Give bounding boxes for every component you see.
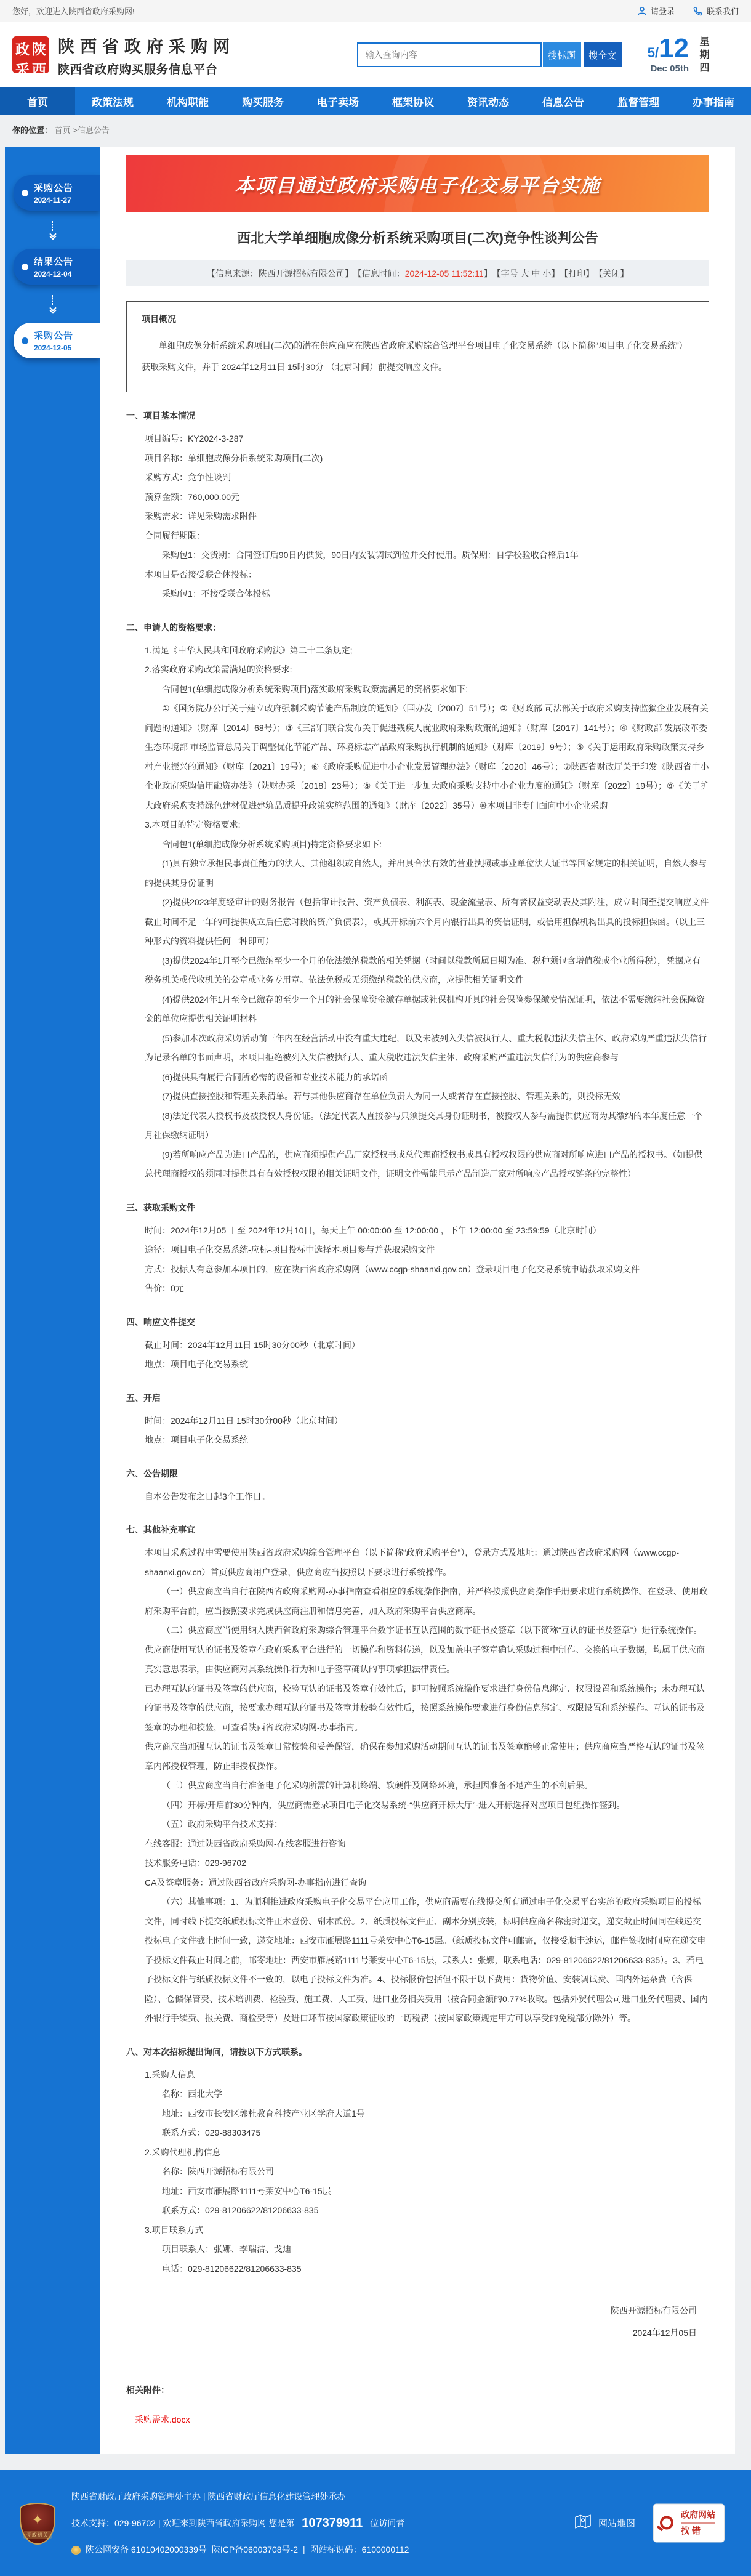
paragraph: 合同履行期限： (145, 530, 205, 541)
signature-block (126, 2299, 709, 2344)
overview-body: 单细胞成像分析系统采购项目(二次)的潜在供应商应在陕西省政府采购综合管理平台项目电子化交易系统（以下简称“项目电子化交易系统”）获取采购文件，并于 2024年12月11日 15时30分 （北京时间）前提交响应文件。 (142, 341, 688, 372)
search-fulltext-button[interactable]: 搜全文 (584, 42, 622, 67)
down-arrow-icon (5, 285, 100, 323)
paragraph: 1.采购人信息 (145, 2069, 195, 2080)
breadcrumb-separator: > (73, 126, 78, 135)
signature-company: 陕西开源招标有限公司 (611, 2306, 697, 2316)
nav-item[interactable]: 首页 (0, 87, 75, 115)
paragraph: 采购包1：交货期：合同签订后90日内供货，90日内安装调试到位并交付使用。质保期：自学校验收合格后1年 (162, 550, 579, 560)
paragraph: 名称：陕西开源招标有限公司 (162, 2166, 274, 2176)
nav-item[interactable]: 电子卖场 (317, 96, 359, 108)
paragraph: 时间：2024年12月05日 至 2024年12月10日，每天上午 00:00:00 至 12:00:00 ，下午 12:00:00 至 23:59:59（北京时间） (145, 1225, 601, 1235)
paragraph: (8)法定代表人授权书及被授权人身份证。（法定代表人直接参与只须提交其身份证明书，被授权人参与需提供供应商为其缴纳的本年度任意一个月社保缴纳证明） (145, 1110, 703, 1140)
info-time-label: 【信息时间： (353, 269, 405, 278)
paragraph: 本项目采购过程中需要使用陕西省政府采购综合管理平台（以下简称“政府采购平台”），登录方式及地址：通过陕西省政府采购网（www.ccgp-shaanxi.gov.cn）首页供应商用户登录，供应商应当按照以下要求进行系统操作。 (145, 1548, 680, 1577)
paragraph: 项目联系人：张娜、李瑞洁、戈迪 (162, 2244, 291, 2254)
timeline-item[interactable]: 采购公告 2024-11-27 (14, 175, 100, 211)
welcome-text: 您好，欢迎进入陕西省政府采购网! (12, 7, 135, 16)
visitor-count: 107379911 (302, 2516, 363, 2530)
close-button[interactable]: 【关闭】 (594, 269, 629, 278)
breadcrumb-home-link[interactable]: 首页 (54, 126, 71, 135)
date-english: Dec 05th (650, 63, 689, 74)
paragraph: 地址：西安市长安区郭杜教育科技产业区学府大道1号 (162, 2108, 365, 2118)
paragraph: 截止时间：2024年12月11日 15时30分00秒（北京时间） (145, 1339, 360, 1350)
nav-item[interactable]: 监督管理 (617, 96, 659, 108)
paragraph: CA及签章服务：通过陕西省政府采购网-办事指南进行查询 (145, 1877, 367, 1888)
section-heading: 七、其他补充事宜 (126, 1525, 195, 1535)
info-source: 【信息来源：陕西开源招标有限公司】 (206, 269, 353, 278)
section-heading: 一、项目基本情况 (126, 411, 195, 421)
paragraph: 3.项目联系方式 (145, 2224, 204, 2235)
paragraph: 项目编号：KY2024-3-287 (145, 434, 244, 443)
government-shield-badge-icon: ✦ 党政机关 (20, 2503, 55, 2545)
paragraph: (6)提供具有履行合同所必需的设备和专业技术能力的承诺函 (162, 1072, 388, 1082)
security-filing: 陕公网安备 61010402000339号 (86, 2545, 207, 2555)
overview-heading: 项目概况 (142, 314, 176, 324)
paragraph: 供应商应当加强互认的证书及签章日常校验和妥善保管，确保在参加采购活动期间互认的证书及签章能够正常使用；供应商应当严格互认的证书及签章内部授权管理，防止非授权操作。 (145, 1742, 705, 1771)
search-input[interactable] (357, 42, 542, 67)
paragraph: 本项目是否接受联合体投标： (145, 569, 257, 579)
paragraph: 地点：项目电子化交易系统 (145, 1359, 248, 1369)
site-code: 网站标识码：6100000112 (310, 2545, 409, 2555)
paragraph: 2.落实政府采购政策需满足的资格要求: (145, 664, 292, 674)
paragraph: 地址：西安市雁展路1111号莱安中心T6-15层 (162, 2186, 331, 2196)
nav-item[interactable]: 框架协议 (392, 96, 434, 108)
magnifier-icon (660, 2516, 673, 2530)
article-content (100, 147, 735, 2454)
banner-text: 本项目通过政府采购电子化交易平台实施 (235, 174, 601, 196)
paragraph: ①《国务院办公厅关于建立政府强制采购节能产品制度的通知》（国办发〔2007〕51号）；②《财政部 司法部关于政府采购支持监狱企业发展有关问题的通知》（财库〔2014〕68号）；③《三部门联合发布关于促进残疾人就业政府采购政策的通知》（财库〔2017〕141号）；④《财政部 发展改革委 生态环境部 市场监管总局关于调整优化节能产品、环境标志产品政府采购执行机制的通知》（财库〔2019〕9号）；⑤《关于运用政府采购政策支持乡村产业振兴的通知》（财库〔2021〕19号）；⑥《政府采购促进中小企业发展管理办法》（财库〔2020〕46号）；⑦陕西省财政厅关于印发《陕西省中小企业政府采购信用融资办法》（陕财办采〔2018〕23号）；⑧《关于进一步加大政府采购支持中小企业力度的通知》（财库〔2022〕19号）；⑨《关于扩大政府采购支持绿色建材促进建筑品质提升政策实施范围的通知》（财库〔2022〕35号）⑩本项目非专门面向中小企业采购 (145, 703, 709, 810)
paragraph: 合同包1(单细胞成像分析系统采购项目)落实政府采购政策需满足的资格要求如下: (162, 684, 468, 694)
user-icon (637, 6, 647, 16)
nav-item[interactable]: 购买服务 (242, 96, 284, 108)
nav-item[interactable]: 信息公告 (542, 96, 584, 108)
paragraph: （四）开标/开启前30分钟内，供应商需登录项目电子化交易系统-“供应商开标大厅”-进入开标选择对应项目包组操作签到。 (162, 1799, 625, 1810)
timeline-dot-icon (22, 264, 28, 270)
paragraph: 1.满足《中华人民共和国政府采购法》第二十二条规定; (145, 645, 353, 655)
paragraph: 途径：项目电子化交易系统-应标-项目投标中选择本项目参与并获取采购文件 (145, 1245, 435, 1254)
paragraph: （五）政府采购平台技术支持： (162, 1819, 283, 1829)
page-title: 西北大学单细胞成像分析系统采购项目(二次)竞争性谈判公告 (237, 230, 598, 246)
nav-item[interactable]: 办事指南 (693, 96, 734, 108)
police-badge-icon (71, 2546, 81, 2555)
eprocurement-banner (126, 155, 709, 212)
nav-item[interactable]: 资讯动态 (467, 96, 509, 108)
site-logo: 政 陕 采 西 (12, 36, 49, 73)
main-area (5, 147, 735, 2454)
paragraph: (7)提供直接控股和管理关系清单。若与其他供应商存在单位负责人为同一人或者存在直接控股、管理关系的，则投标无效 (162, 1091, 621, 1101)
paragraph: 地点：项目电子化交易系统 (145, 1435, 248, 1445)
nav-item[interactable]: 机构职能 (167, 96, 209, 108)
phone-icon (693, 6, 703, 16)
paragraph: 预算金额：760,000.00元 (145, 491, 240, 502)
footer-filing-line: 陕公网安备 61010402000339号 陕ICP备06003708号-2 | 网站标识码：6100000112 (71, 2539, 409, 2561)
date-widget (648, 35, 739, 75)
breadcrumb: 你的位置： 首页 >信息公告 (12, 126, 110, 135)
icp-filing: 陕ICP备06003708号-2 (211, 2545, 298, 2555)
timeline-dot-icon (22, 337, 28, 344)
paragraph: 合同包1(单细胞成像分析系统采购项目)特定资格要求如下: (162, 839, 382, 849)
paragraph: 技术服务电话：029-96702 (145, 1858, 246, 1868)
top-utility-bar (0, 0, 751, 22)
paragraph: 3.本项目的特定资格要求: (145, 820, 241, 830)
paragraph: (4)提供2024年1月至今已缴存的至少一个月的社会保障资金缴存单据或社保机构开具的社会保险参保缴费情况证明，依法不需要缴纳社会保障资金的单位应提供相关证明材料 (145, 994, 705, 1024)
breadcrumb-current-link[interactable]: 信息公告 (77, 126, 110, 135)
paragraph: （一）供应商应当自行在陕西省政府采购网-办事指南查看相应的系统操作指南，并严格按照供应商操作手册要求进行系统操作。在登录、使用政府采购平台前，应当按照要求完成供应商注册和信息完善，加入政府采购平台供应商库。 (145, 1586, 708, 1616)
article-meta-bar: 【信息来源：陕西开源招标有限公司】 【信息时间： 2024-12-05 11:52:11 】 【字号 大 中 小】 【打印】 【关闭】 (126, 260, 709, 286)
sitemap-link[interactable]: 网站地图 (574, 2513, 635, 2534)
paragraph: （二）供应商应当使用纳入陕西省政府采购综合管理平台数字证书互认范围的数字证书及签章（以下简称“互认的证书及签章”）进行系统操作。供应商使用互认的证书及签章在政府采购平台进行的一切操作和资料传递，以及加盖电子签章确认采购过程中制作、交换的电子数据，均属于供应商真实意思表示，由供应商对其系统操作行为和电子签章确认的事项承担法律责任。 (145, 1625, 705, 1674)
font-size-control[interactable]: 【字号 大 中 小】 (492, 269, 560, 278)
timeline-item[interactable]: 采购公告 2024-12-05 (14, 323, 100, 358)
info-time-value: 2024-12-05 11:52:11 (404, 269, 484, 278)
date-number: 5/12 (647, 33, 689, 63)
timeline-item[interactable]: 结果公告 2024-12-04 (14, 249, 100, 285)
paragraph: (1)具有独立承担民事责任能力的法人、其他组织或自然人，并出具合法有效的营业执照或事业单位法人证书等国家规定的相关证明，自然人参与的提供其身份证明 (145, 858, 707, 888)
paragraph: 在线客服：通过陕西省政府采购网-在线客服进行咨询 (145, 1838, 346, 1849)
login-button[interactable]: 请登录 (637, 5, 675, 17)
weekday-text: 星期四 (698, 36, 709, 75)
paragraph: 2.采购代理机构信息 (145, 2147, 221, 2157)
paragraph: （三）供应商应当自行准备电子化采购所需的计算机终端、软硬件及网络环境，承担因准备不足产生的不利后果。 (162, 1780, 593, 1790)
main-nav (0, 87, 751, 115)
paragraph: 采购需求：详见采购需求附件 (145, 511, 257, 521)
section-heading: 二、申请人的资格要求： (126, 622, 221, 632)
signature-date: 2024年12月05日 (632, 2328, 697, 2338)
paragraph: 电话：029-81206622/81206633-835 (162, 2263, 302, 2274)
paragraph: 方式：投标人有意参加本项目的，应在陕西省政府采购网（www.ccgp-shaanxi.gov.cn）登录项目电子化交易系统申请获取采购文件 (145, 1264, 640, 1274)
footer-organizer-line: 陕西省财政厅政府采购管理处主办 | 陕西省财政厅信息化建设管理处承办 (71, 2491, 346, 2501)
site-header (0, 22, 751, 87)
attachments-block (126, 2384, 709, 2426)
paragraph: 项目名称：单细胞成像分析系统采购项目(二次) (145, 453, 323, 463)
paragraph: （六）其他事项：1、为顺利推进政府采购电子化交易平台应用工作，供应商需要在线提交所有通过电子化交易平台实施的政府采购项目的投标文件，同时线下提交纸质投标文件正本壹份、副本贰份。2、纸质投标文件正、副本分别胶装，标明供应商名称密封递交，递交截止时间同在线递交投标电子文件截止时间一致，递交地址：西安市雁展路1111号莱安中心T6-15层。（纸质投标文件可邮寄，仅接受顺丰速运，邮件签收时间应在递交电子投标文件截止时间之前，邮寄地址：西安市雁展路1111号莱安中心T6-15层，联系人：张娜，联系电话：029-81206622/81206633-835）。3、若电子投标文件与纸质投标文件不一致的，以电子投标文件为准。4、投标报价包括但不限于以下费用：货物价值、安装调试费、国内外运杂费（含保险）、仓储保管费、技术培训费、检验费、施工费、人工费、进口业务相关费用（按合同金额的0.77%收取。包括外贸代理公司进口业务代理费、国内外银行手续费、报关费、商检费等）及进口环节按国家政策征收的一切税费（按国家政策规定甲方可以享受的免税部分除外）等。 (145, 1897, 708, 2023)
document-sections (126, 410, 709, 2279)
footer-visitor-line: 技术支持：029-96702 | 欢迎来到陕西省政府采购网 您是第 107379911 位访问者 (71, 2508, 409, 2539)
down-arrow-icon (5, 211, 100, 249)
section-heading: 八、对本次招标提出询问，请按以下方式联系。 (126, 2046, 307, 2057)
paragraph: 名称：西北大学 (162, 2089, 222, 2099)
timeline-dot-icon (22, 190, 28, 196)
attachment-file-link[interactable]: 采购需求.docx (135, 2414, 190, 2425)
site-footer (0, 2470, 751, 2576)
paragraph: 联系方式：029-81206622/81206633-835 (162, 2205, 319, 2215)
paragraph: (3)提供2024年1月至今已缴纳至少一个月的依法缴纳税款的相关凭据（时间以税款所属日期为准、税种须包含增值税或企业所得税），凭据应有税务机关或代收机关的公章或业务专用章。依法免税或无须缴纳税款的供应商，应提供相关证明文件 (145, 955, 701, 985)
map-icon (574, 2513, 592, 2534)
paragraph: 采购方式：竞争性谈判 (145, 472, 231, 482)
shield-label: 党政机关 (23, 2531, 52, 2539)
site-subtitle: 陕西省政府购买服务信息平台 (58, 63, 219, 76)
section-heading: 三、获取采购文件 (126, 1202, 195, 1213)
section-heading: 六、公告期限 (126, 1468, 178, 1479)
section-heading: 四、响应文件提交 (126, 1317, 195, 1327)
paragraph: 联系方式：029-88303475 (162, 2128, 261, 2138)
announcement-timeline-sidebar (5, 147, 100, 2454)
paragraph: 时间：2024年12月11日 15时30分00秒（北京时间） (145, 1415, 343, 1426)
paragraph: (2)提供2023年度经审计的财务报告（包括审计报告、资产负债表、利润表、现金流量表、所有者权益变动表及其附注，成立时间至提交响应文件截止时间不足一年的可提供成立后任意时段的资产负债表），或其开标前六个月内银行出具的资信证明，或信用担保机构出具的投标担保函。（以上三种形式的资料提供任何一种即可） (145, 897, 709, 946)
paragraph: 已办理互认的证书及签章的供应商，校验互认的证书及签章有效性后，即可按照系统操作要求进行身份信息绑定、权限设置和系统操作；未办理互认的证书及签章的供应商，按要求办理互认的证书及签章并校验有效性后，按照系统操作要求进行身份信息绑定、权限设置和系统操作。互认的证书及签章的办理和校验，可查看陕西省政府采购网-办事指南。 (145, 1683, 705, 1732)
site-title: 陕西省政府采购网 (58, 37, 235, 56)
nav-item[interactable]: 政策法规 (92, 96, 134, 108)
search-title-button[interactable]: 搜标题 (543, 42, 581, 67)
project-overview-box (126, 301, 709, 392)
paragraph: 自本公告发布之日起3个工作日。 (145, 1491, 270, 1501)
section-heading: 五、开启 (126, 1392, 161, 1403)
attachments-label: 相关附件： (126, 2384, 169, 2395)
paragraph: 售价：0元 (145, 1283, 184, 1293)
find-error-badge[interactable]: 政府网站 找错 (654, 2504, 724, 2542)
search-bar (357, 42, 622, 67)
print-button[interactable]: 【打印】 (560, 269, 595, 278)
paragraph: (9)若所响应产品为进口产品的，供应商须提供产品厂家授权书或总代理商授权书或具有授权权限的供应商对所响应进口产品的授权书。（如提供总代理商授权的须同时提供具有有效授权权限的相关证明文件，证明文件需能显示产品制造厂家对所响应产品授权链条的完整性） (145, 1149, 703, 1179)
paragraph: (5)参加本次政府采购活动前三年内在经营活动中没有重大违纪，以及未被列入失信被执行人、重大税收违法失信主体、政府采购严重违法失信行为记录名单的书面声明，本项目拒绝被列入失信被执行人、重大税收违法失信主体、政府采购严重违法失信行为的供应商参与 (145, 1033, 707, 1062)
contact-us-button[interactable]: 联系我们 (693, 5, 739, 17)
paragraph: 采购包1：不接受联合体投标 (162, 589, 270, 599)
